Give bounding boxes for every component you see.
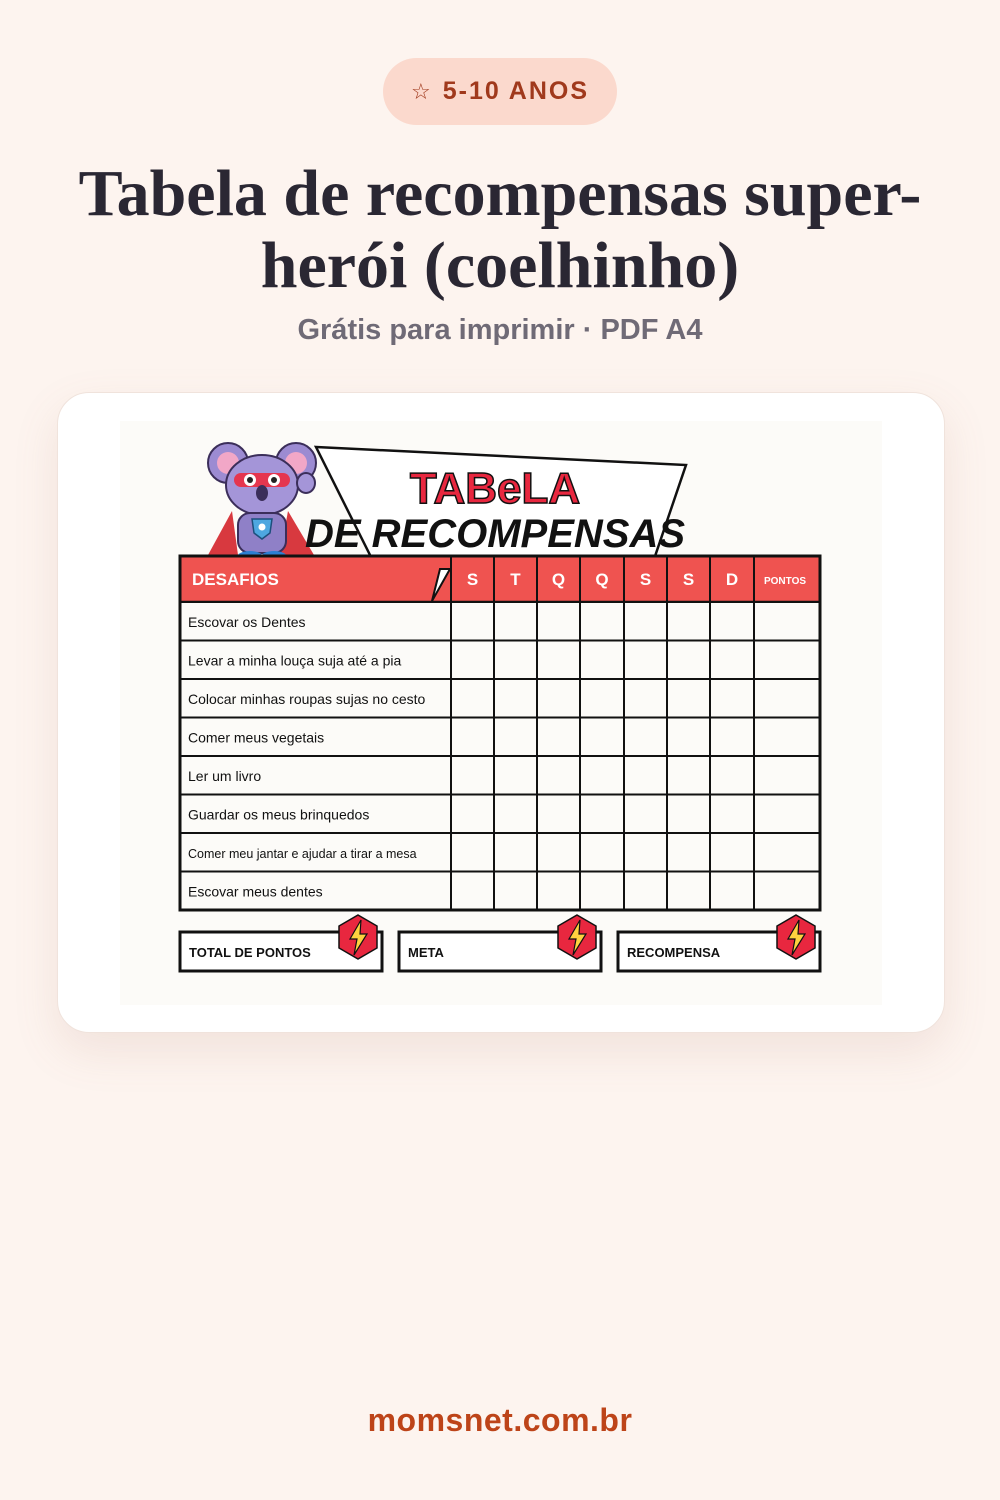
task-label: Comer meu jantar e ajudar a tirar a mesa xyxy=(188,847,417,861)
task-label: Escovar meus dentes xyxy=(188,883,323,900)
age-badge xyxy=(383,58,617,125)
summary-boxes xyxy=(180,915,820,971)
day-header-label: S xyxy=(682,570,695,589)
summary-box-label: META xyxy=(408,945,444,960)
task-label: Colocar minhas roupas sujas no cesto xyxy=(188,691,426,707)
header-points-label: PONTOS xyxy=(763,576,807,587)
task-row-bg xyxy=(180,756,820,795)
reward-chart-graphic xyxy=(120,421,882,1005)
day-header-label: D xyxy=(725,570,739,589)
task-row xyxy=(180,756,820,795)
task-label: Ler um livro xyxy=(188,768,262,784)
chart-heading-line2: DE RECOMPENSAS xyxy=(304,512,686,556)
task-label: Guardar os meus brinquedos xyxy=(188,806,370,823)
star-icon: ☆ xyxy=(410,78,433,104)
task-row xyxy=(180,795,820,834)
day-header-label: S xyxy=(466,570,479,589)
task-row xyxy=(180,718,820,757)
task-label: Comer meus vegetais xyxy=(188,729,325,746)
summary-box xyxy=(618,915,820,971)
summary-box xyxy=(180,915,382,971)
site-footer-link[interactable]: momsnet.com.br xyxy=(367,1402,633,1438)
day-header-label: Q xyxy=(551,570,566,589)
task-rows xyxy=(180,602,820,910)
task-label: Escovar os Dentes xyxy=(188,614,306,630)
day-header-label: S xyxy=(639,570,652,589)
page-subtitle: Grátis para imprimir · PDF A4 xyxy=(297,314,703,346)
summary-box-label: TOTAL DE PONTOS xyxy=(189,945,311,960)
koala-hero-illustration xyxy=(208,443,316,563)
task-row xyxy=(180,602,820,641)
preview-card[interactable] xyxy=(57,392,945,1033)
summary-box xyxy=(399,915,601,971)
age-badge-label: 5-10 ANOS xyxy=(442,77,590,105)
page-title: Tabela de recompensas super-herói (coelhinho) xyxy=(78,157,922,302)
task-row xyxy=(180,872,820,911)
header-challenges-label: DESAFIOS xyxy=(192,570,279,589)
summary-box-label: RECOMPENSA xyxy=(627,945,721,960)
chart-heading-line1: TABeLA xyxy=(409,464,581,513)
reward-chart-sheet xyxy=(120,421,882,1005)
day-header-label: T xyxy=(510,570,521,589)
task-row xyxy=(180,641,820,680)
task-row xyxy=(180,833,820,872)
task-label: Levar a minha louça suja até a pia xyxy=(188,652,402,669)
task-row xyxy=(180,679,820,718)
day-header-label: Q xyxy=(595,570,609,589)
